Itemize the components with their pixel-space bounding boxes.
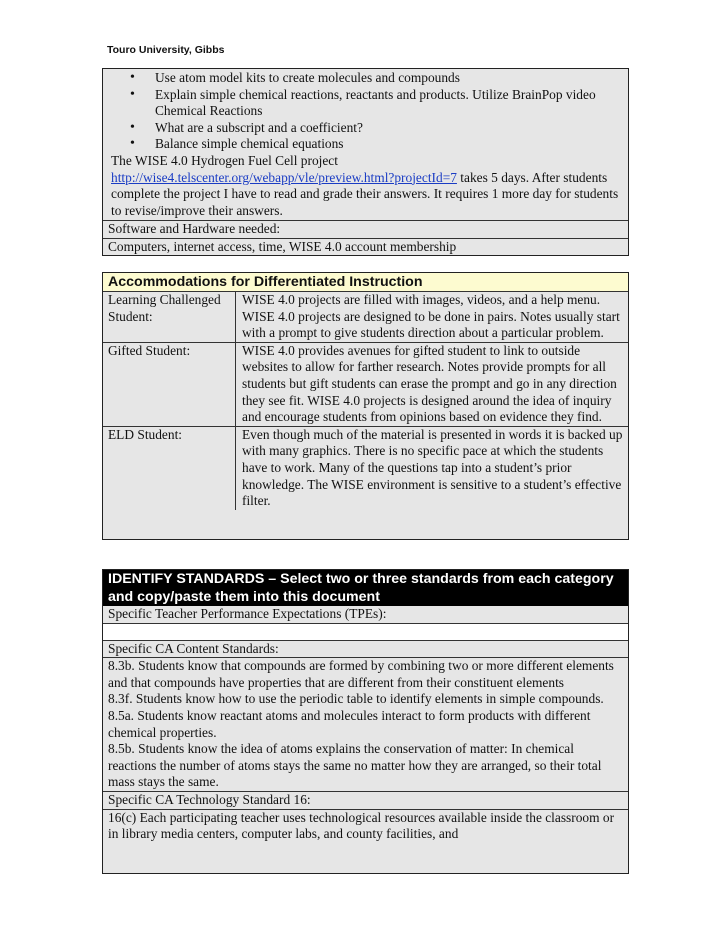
- activity-bullet: • Explain simple chemical reactions, reactants and products. Utilize BrainPop video Chemical Reactions: [103, 87, 628, 120]
- accommodations-title: Accommodations for Differentiated Instruction: [103, 273, 628, 292]
- accommodation-text: WISE 4.0 projects are filled with images, videos, and a help menu. WISE 4.0 projects are designed to be done in pairs. Notes usually start with a prompt to give students direction about a particular problem.: [235, 292, 628, 342]
- tech-standard-text: 16(c) Each participating teacher uses technological resources available inside the classroom or in library media centers, computer labs, and county facilities, and: [103, 809, 628, 843]
- accommodation-row-gifted: [103, 342, 628, 426]
- accommodation-label: Learning Challenged Student:: [108, 292, 221, 324]
- project-description-text: takes 5 days. After students complete the project I have to read and grade their answers. It requires 1 more day for students to revise/improve their answers.: [111, 169, 619, 218]
- software-label: Software and Hardware needed:: [103, 220, 628, 238]
- project-link[interactable]: http://wise4.telscenter.org/webapp/vle/preview.html?projectId=7: [111, 169, 457, 185]
- tpe-label: Specific Teacher Performance Expectations (TPEs):: [108, 606, 387, 621]
- accommodation-text: Even though much of the material is presented in words it is backed up with many graphics. There is no specific pace at which the students have to work. Many of the questions tap into a student’s prior knowledge. The WISE environment is sensitive to a student’s effective filter.: [235, 427, 628, 510]
- standards-box: [102, 569, 629, 874]
- standards-title: IDENTIFY STANDARDS – Select two or three standards from each category and copy/paste them into this document: [103, 570, 628, 606]
- accommodation-row-eld: [103, 426, 628, 510]
- accommodation-label: ELD Student:: [108, 426, 183, 442]
- activity-bullet: • Balance simple chemical equations: [103, 136, 628, 153]
- accommodation-text: WISE 4.0 provides avenues for gifted student to link to outside websites to allow for farther research. Notes provide prompts for all students but gift students can erase the prompt and go in any direction they see fit. WISE 4.0 projects is designed around the idea of inquiry and encourage students from opinions based on evidence they find.: [235, 343, 628, 426]
- content-standard: 8.3f. Students know how to use the periodic table to identify elements in simple compounds.: [108, 691, 604, 707]
- tpe-value: [103, 623, 628, 640]
- activity-bullet: • Use atom model kits to create molecules and compounds: [103, 70, 628, 87]
- accommodations-rows: [103, 292, 628, 510]
- activity-bullet-list: [103, 69, 628, 153]
- activity-bullet: • What are a subscript and a coefficient?: [103, 120, 628, 137]
- content-standard: 8.5a. Students know reactant atoms and molecules interact to form products with different chemical properties.: [108, 707, 591, 740]
- accommodation-label: Gifted Student:: [108, 342, 191, 358]
- content-standards-list: [103, 657, 628, 791]
- accommodations-box: [102, 272, 629, 540]
- activities-content: [103, 69, 628, 220]
- project-description: [103, 153, 628, 220]
- software-value: Computers, internet access, time, WISE 4.0 account membership: [103, 238, 628, 256]
- activities-box: [102, 68, 629, 256]
- document-header: Touro University, Gibbs: [107, 44, 225, 56]
- content-standard: 8.3b. Students know that compounds are formed by combining two or more different elements and that compounds have properties that are different from their constituent elements: [108, 658, 614, 690]
- content-standards-label: Specific CA Content Standards:: [103, 640, 628, 658]
- tech-standard-label: Specific CA Technology Standard 16:: [103, 791, 628, 809]
- project-intro: The WISE 4.0 Hydrogen Fuel Cell project: [111, 152, 338, 168]
- content-standard: 8.5b. Students know the idea of atoms explains the conservation of matter: In chemical reactions the number of atoms stays the same no matter how they are arranged, so their total mass stays the same.: [108, 741, 602, 790]
- accommodation-row-learning-challenged: [103, 292, 628, 342]
